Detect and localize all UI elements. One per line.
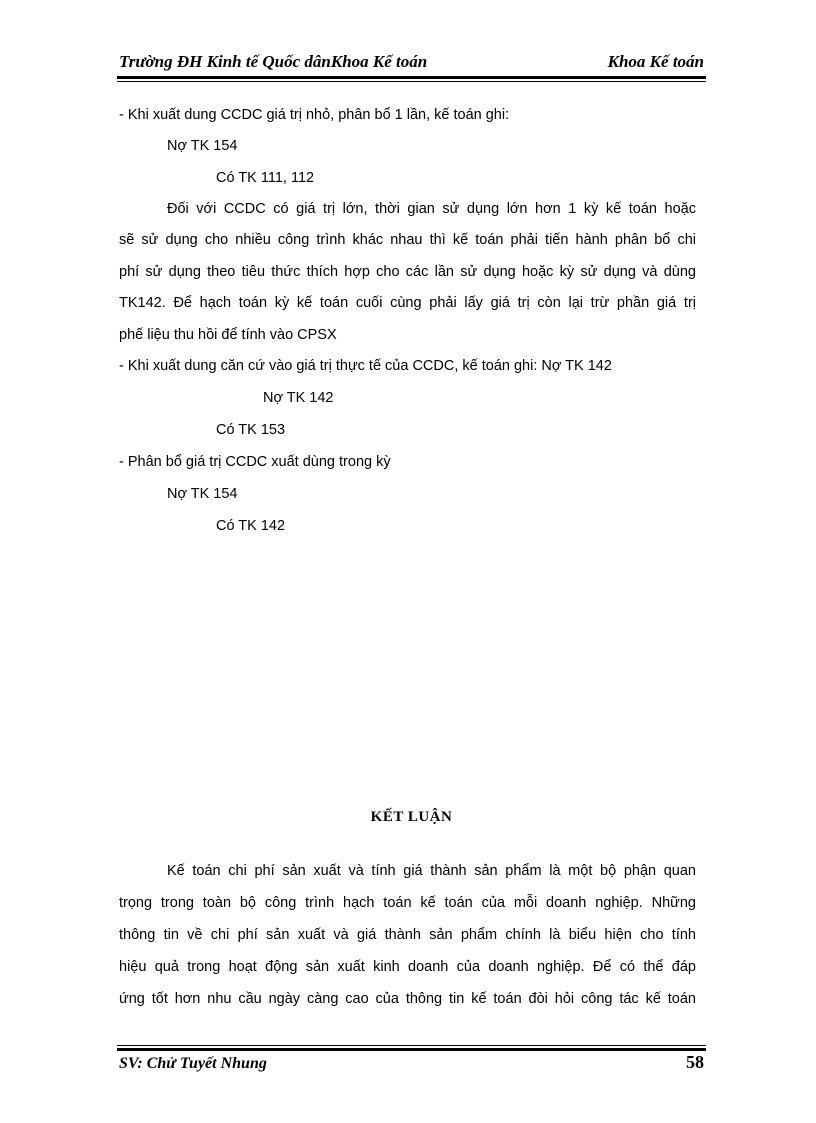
body-paragraph-line: phí sử dụng theo tiêu thức thích hợp cho các lần sử dụng hoặc kỳ sử dụng và dùng	[119, 264, 696, 280]
header-rule-thin	[117, 81, 706, 82]
body-line: Có TK 153	[216, 422, 286, 438]
body-paragraph-line: TK142. Để hạch toán kỳ kế toán cuối cùng phải lấy giá trị còn lại trừ phần giá trị	[119, 295, 696, 311]
page-header	[117, 48, 706, 76]
header-department: Khoa Kế toán	[607, 52, 704, 71]
body-line: Nợ TK 142	[263, 390, 334, 406]
body-paragraph-line: Đối với CCDC có giá trị lớn, thời gian sử dụng lớn hơn 1 kỳ kế toán hoặc	[167, 201, 696, 217]
footer-rule-thin	[117, 1045, 706, 1046]
body-line: phế liệu thu hồi để tính vào CPSX	[119, 327, 337, 343]
body-line: Nợ TK 154	[167, 486, 238, 502]
footer-rule-thick	[117, 1048, 706, 1051]
body-line: Có TK 111, 112	[216, 170, 315, 186]
conclusion-title: KẾT LUẬN	[370, 809, 453, 825]
body-line: - Khi xuất dung CCDC giá trị nhỏ, phân bổ 1 lần, kế toán ghi:	[119, 107, 510, 123]
conclusion-line: hiệu quả trong hoạt động sản xuất kinh doanh của doanh nghiệp. Để có thể đáp	[119, 959, 696, 975]
conclusion-line: thông tin về chi phí sản xuất và giá thành sản phẩm chính là biểu hiện cho tính	[119, 927, 696, 943]
body-line: Có TK 142	[216, 518, 286, 534]
header-institution: Trường ĐH Kinh tế Quốc dânKhoa Kế toán	[119, 52, 428, 71]
conclusion-line: Kế toán chi phí sản xuất và tính giá thành sản phẩm là một bộ phận quan	[167, 863, 696, 879]
body-line: - Phân bổ giá trị CCDC xuất dùng trong kỳ	[119, 454, 391, 470]
conclusion-line: trọng trong toàn bộ công trình hạch toán kế toán của mỗi doanh nghiệp. Những	[119, 895, 696, 911]
body-line: Nợ TK 154	[167, 138, 238, 154]
footer-author: SV: Chử Tuyết Nhung	[119, 1055, 267, 1072]
page-footer	[117, 1052, 706, 1078]
page-number: 58	[686, 1052, 704, 1072]
body-paragraph-line: sẽ sử dụng cho nhiều công trình khác nhau thì kế toán phải tiến hành phân bổ chi	[119, 232, 696, 248]
header-rule-thick	[117, 76, 706, 79]
body-line: - Khi xuất dung căn cứ vào giá trị thực tế của CCDC, kế toán ghi: Nợ TK 142	[119, 358, 612, 374]
conclusion-line: ứng tốt hơn nhu cầu ngày càng cao của thông tin kế toán đòi hỏi công tác kế toán	[119, 991, 696, 1007]
